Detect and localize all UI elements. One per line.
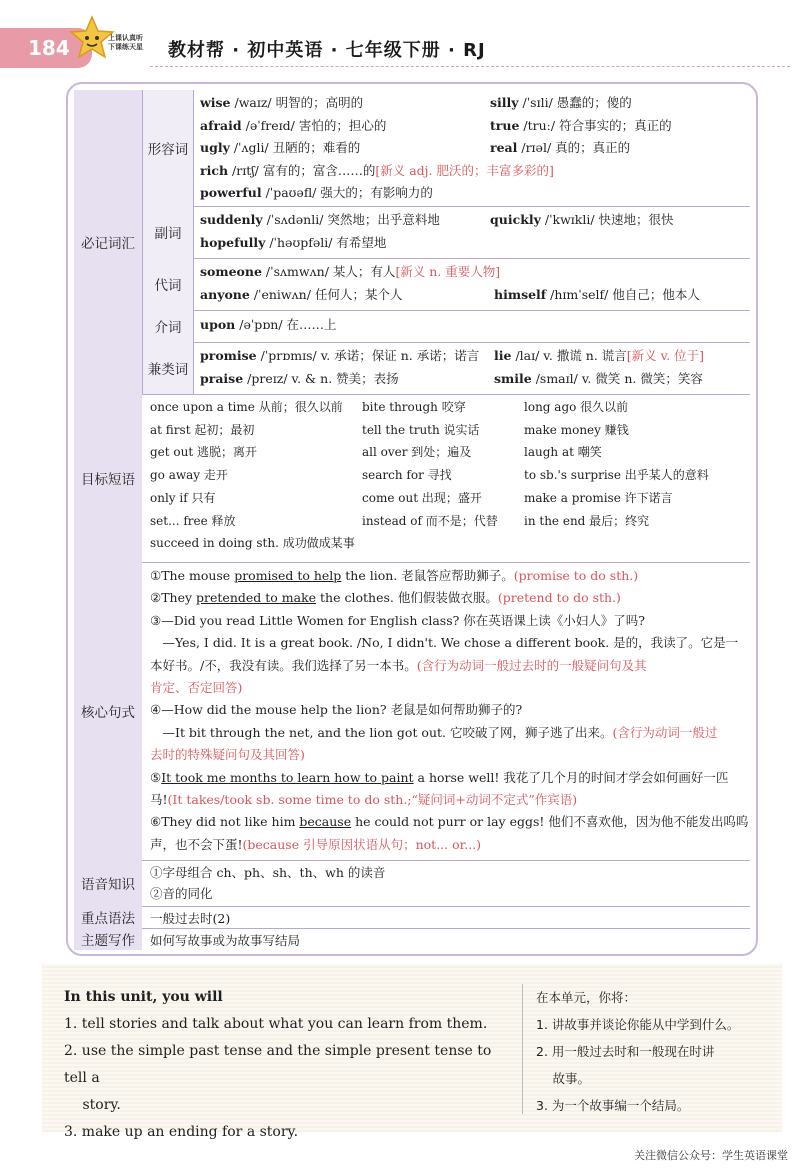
meaning: 明智的；高明的 xyxy=(275,95,364,110)
goal-item: 3. 为一个故事编一个结局。 xyxy=(536,1098,690,1113)
sentence-note: (pretend to do sth.) xyxy=(497,590,621,606)
sublabel: 兼类词 xyxy=(142,342,194,394)
word-entry xyxy=(200,284,402,307)
sentence-text: the clothes. 他们假装做衣服。 xyxy=(316,590,498,606)
sentence-text: —It bit through the net, and the lion got out. 它咬破了网，狮子逃了出来。 xyxy=(150,724,613,740)
meaning: 有希望地 xyxy=(336,234,387,250)
phonetics-line: ②音的同化 xyxy=(150,886,213,901)
vocab-section xyxy=(74,90,750,395)
sentence-line xyxy=(150,587,621,609)
word-entry xyxy=(200,232,386,255)
phonetic: /smaɪl/ xyxy=(535,370,578,386)
phonetic: /ˈkwɪkli/ xyxy=(544,212,595,227)
adjective-group xyxy=(142,90,750,207)
meaning: 真的；真正的 xyxy=(555,140,631,155)
sentence-text: ③—Did you read Little Women for English class? 你在英语课上读《小妇人》了吗? xyxy=(150,612,645,628)
pronoun-group xyxy=(142,258,750,311)
goal-item: 故事。 xyxy=(536,1071,590,1086)
phrase-item: long ago 很久以前 xyxy=(524,400,629,414)
phrase-item: tell the truth 说实话 xyxy=(362,422,480,437)
phrase-item: to sb.'s surprise 出乎某人的意料 xyxy=(524,468,709,483)
word-entry xyxy=(200,345,479,368)
phrase-item: all over 到处；遍及 xyxy=(362,445,472,460)
sentence-text: 声，也不会下蛋! xyxy=(150,836,243,852)
new-meaning-note: [新义 adj. 肥沃的；丰富多彩的] xyxy=(375,162,554,178)
writing-section xyxy=(74,928,750,950)
word: real xyxy=(490,140,518,155)
new-meaning-note: [新义 n. 重要人物] xyxy=(395,264,501,279)
sentence-text: a horse well! 我花了几个月的时间才学会如何画好一匹 xyxy=(413,769,729,785)
goals-chinese xyxy=(536,984,776,1119)
meaning: 丑陋的；难看的 xyxy=(272,140,361,155)
phonetic: /rɪtʃ/ xyxy=(232,162,259,178)
phonetic: /ˈsɪli/ xyxy=(522,95,553,110)
section-label: 语音知识 xyxy=(74,860,142,906)
phrases-section xyxy=(74,394,750,563)
phonetic: /laɪ/ xyxy=(515,348,540,363)
sentence-text: ⑥They did not like him xyxy=(150,814,300,830)
grammar-text: 一般过去时(2) xyxy=(150,911,231,926)
sentence-list xyxy=(74,565,750,857)
sentence-text: he could not purr or lay eggs! 他们不喜欢他，因为他不能发出呜呜 xyxy=(351,814,749,830)
section-label: 必记词汇 xyxy=(74,90,142,394)
meaning: 愚蠢的；傻的 xyxy=(556,95,632,110)
sentence-note: (含行为动词一般过去时的一般疑问句及其 xyxy=(416,657,647,673)
word-entry xyxy=(490,115,672,138)
goal-item: 1. tell stories and talk about what you can learn from them. xyxy=(64,1016,488,1032)
sentence-note: (promise to do sth.) xyxy=(513,568,639,583)
sentence-line xyxy=(150,655,647,677)
multi-class-group xyxy=(142,342,750,394)
word: silly xyxy=(490,95,519,110)
meaning: 他自己；他本人 xyxy=(612,286,700,302)
grammar-section xyxy=(74,906,750,929)
phrase-item: make a promise 许下诺言 xyxy=(524,490,673,505)
word-entry xyxy=(200,261,500,284)
sublabel: 代词 xyxy=(142,258,194,310)
page-number: 184 xyxy=(28,36,70,60)
phonetic: /hɪmˈself/ xyxy=(550,286,609,302)
phrase-item: go away 走开 xyxy=(150,468,228,483)
sentence-line xyxy=(150,722,717,744)
sentence-text: 马! xyxy=(150,792,168,807)
phrase-item: get out 逃脱；离开 xyxy=(150,445,258,460)
word: himself xyxy=(494,286,547,302)
sublabel: 形容词 xyxy=(142,90,194,206)
new-meaning-note: [新义 v. 位于] xyxy=(626,348,705,363)
sentence-text: —Yes, I did. It is a great book. /No, I didn't. We chose a different book. 是的，我读了。它是一 xyxy=(150,635,739,651)
phonetic: /preɪz/ xyxy=(247,370,288,386)
phonetic: /ˈsʌdənli/ xyxy=(266,212,324,227)
phonetic: /ˈʌgli/ xyxy=(233,140,269,155)
sentence-line xyxy=(150,610,645,632)
phrase-item: bite through 咬穿 xyxy=(362,400,466,414)
sentence-line xyxy=(150,811,748,833)
key-structure: because xyxy=(299,814,352,830)
writing-text: 如何写故事或为故事写结局 xyxy=(150,933,301,948)
sublabel: 介词 xyxy=(142,310,194,342)
word-entry xyxy=(200,368,399,391)
goal-item: story. xyxy=(64,1097,121,1113)
sentence-note: 去时的特殊疑问句及其回答) xyxy=(150,747,305,763)
phonetic: /ˈeniwʌn/ xyxy=(253,286,311,302)
book-title: 教材帮 · 初中英语 · 七年级下册 · RJ xyxy=(168,40,486,61)
phrase-item: come out 出现；盛开 xyxy=(362,490,482,505)
goal-item: 3. make up an ending for a story. xyxy=(64,1124,299,1140)
word-entry xyxy=(200,160,554,183)
meaning: 在……上 xyxy=(286,317,337,332)
section-label: 目标短语 xyxy=(74,394,142,562)
adverb-group xyxy=(142,206,750,259)
word-entry xyxy=(490,209,674,232)
phonetic: /rɪəl/ xyxy=(521,140,552,155)
meaning: v. 承诺；保证 n. 承诺；诺言 xyxy=(320,348,480,363)
word: praise xyxy=(200,370,244,386)
word-entry xyxy=(494,284,700,307)
page-header xyxy=(0,0,800,72)
phonetic: /truː/ xyxy=(523,117,556,133)
sentence-line xyxy=(150,565,638,587)
word: wise xyxy=(200,95,231,110)
sentence-line xyxy=(150,699,522,721)
sentence-note: (because 引导原因状语从句；not... or...) xyxy=(242,836,482,852)
word: true xyxy=(490,117,520,133)
phonetic: /waɪz/ xyxy=(234,95,272,110)
meaning: v. 微笑 n. 微笑；笑容 xyxy=(581,370,703,386)
word-entry xyxy=(200,209,440,232)
word: ugly xyxy=(200,140,230,155)
phrase-grid xyxy=(150,398,750,558)
preposition-group xyxy=(142,310,750,343)
phrase-item: in the end 最后；终究 xyxy=(524,513,650,528)
sentence-text: ⑤ xyxy=(150,769,162,785)
section-label: 核心句式 xyxy=(74,562,142,860)
sentence-note: 肯定、否定回答) xyxy=(150,680,243,695)
section-label: 重点语法 xyxy=(74,906,142,928)
summary-card xyxy=(66,82,758,956)
slogan-line: 下课练天星 xyxy=(108,43,143,51)
word: rich xyxy=(200,162,229,178)
sentence-line xyxy=(150,834,481,856)
word: quickly xyxy=(490,212,541,227)
phonetic: /əˈpɒn/ xyxy=(239,317,283,332)
word: someone xyxy=(200,264,262,279)
word-entry xyxy=(200,115,386,138)
phonetic: /ˈprɒmɪs/ xyxy=(260,348,317,363)
sentences-section xyxy=(74,562,750,861)
word-entry xyxy=(200,92,363,115)
word: lie xyxy=(494,348,512,363)
goals-divider xyxy=(522,984,523,1114)
sentence-text: ①The mouse xyxy=(150,568,235,583)
word-entry xyxy=(494,368,703,391)
section-label: 主题写作 xyxy=(74,928,142,950)
goals-heading: 在本单元，你将： xyxy=(536,990,637,1005)
slogan-line: 上课认真听 xyxy=(108,34,143,42)
phonetics-section xyxy=(74,860,750,907)
footer-note: 关注微信公众号：学生英语课堂 xyxy=(634,1149,788,1162)
phonetic: /ˈpaʊəfl/ xyxy=(265,185,317,200)
key-structure: pretended to make xyxy=(196,590,317,606)
sentence-note: (含行为动词一般过 xyxy=(612,724,718,740)
phonetic: /əˈfreɪd/ xyxy=(245,117,295,133)
meaning: 任何人；某个人 xyxy=(314,286,403,302)
key-structure: promised to help xyxy=(234,568,342,583)
meaning: 富有的；富含……的 xyxy=(262,162,376,178)
key-structure: It took me months to learn how to paint xyxy=(161,769,414,785)
meaning: 快速地；很快 xyxy=(598,212,674,227)
goal-item: 1. 讲故事并谈论你能从中学到什么。 xyxy=(536,1017,740,1032)
phonetic: /ˈsʌmwʌn/ xyxy=(265,264,329,279)
phrase-item: succeed in doing sth. 成功做成某事 xyxy=(150,536,355,551)
phrase-item: only if 只有 xyxy=(150,490,216,505)
word: anyone xyxy=(200,286,250,302)
goal-item: 2. use the simple past tense and the simple present tense to tell a xyxy=(64,1043,492,1086)
sublabel: 副词 xyxy=(142,206,194,258)
meaning: 符合事实的；真正的 xyxy=(559,117,672,133)
word: smile xyxy=(494,370,532,386)
sentence-note: (It takes/took sb. some time to do sth.;“疑问词+动词不定式”作宾语) xyxy=(167,792,578,807)
sentence-line xyxy=(150,789,577,811)
phrase-item: instead of 而不是；代替 xyxy=(362,513,498,528)
phrase-item: once upon a time 从前；很久以前 xyxy=(150,400,343,414)
sentence-text: ②They xyxy=(150,590,197,606)
word: afraid xyxy=(200,117,242,133)
word: hopefully xyxy=(200,234,266,250)
goals-english xyxy=(64,984,514,1146)
word: suddenly xyxy=(200,212,263,227)
sentence-line xyxy=(150,767,728,789)
sentence-line xyxy=(150,744,305,766)
word-entry xyxy=(490,137,630,160)
unit-goals xyxy=(0,964,800,1144)
meaning: v. 撒谎 n. 谎言 xyxy=(543,348,627,363)
word-entry xyxy=(200,314,337,337)
sentence-text: 本好书。/不，我没有读。我们选择了另一本书。 xyxy=(150,657,417,673)
header-divider xyxy=(150,66,790,67)
phonetic: /ˈhəʊpfəli/ xyxy=(269,234,333,250)
sentence-text: the lion. 老鼠答应帮助狮子。 xyxy=(341,568,514,583)
phrase-item: search for 寻找 xyxy=(362,468,452,483)
sentence-text: ④—How did the mouse help the lion? 老鼠是如何帮助狮子的? xyxy=(150,702,523,718)
phrase-item: make money 赚钱 xyxy=(524,422,629,437)
word-entry xyxy=(200,182,433,205)
word: powerful xyxy=(200,185,262,200)
adjective-list xyxy=(200,92,748,204)
goal-item: 2. 用一般过去时和一般现在时讲 xyxy=(536,1044,715,1059)
phrase-item: set... free 释放 xyxy=(150,513,236,528)
word-entry xyxy=(490,92,632,115)
meaning: 强大的；有影响力的 xyxy=(320,185,433,200)
phrase-item: at first 起初；最初 xyxy=(150,422,255,437)
phrase-item: laugh at 嘲笑 xyxy=(524,445,602,460)
sentence-line xyxy=(150,677,242,699)
phonetics-line: ①字母组合 ch、ph、sh、th、wh 的读音 xyxy=(150,865,386,880)
meaning: 突然地；出乎意料地 xyxy=(327,212,440,227)
meaning: 害怕的；担心的 xyxy=(298,117,387,133)
sentence-line xyxy=(150,632,738,654)
word: promise xyxy=(200,348,257,363)
word: upon xyxy=(200,317,236,332)
meaning: 某人；有人 xyxy=(332,264,396,279)
word-entry xyxy=(200,137,360,160)
slogan xyxy=(108,34,143,52)
meaning: v. & n. 赞美；表扬 xyxy=(291,370,399,386)
word-entry xyxy=(494,345,704,368)
goals-heading: In this unit, you will xyxy=(64,989,223,1005)
